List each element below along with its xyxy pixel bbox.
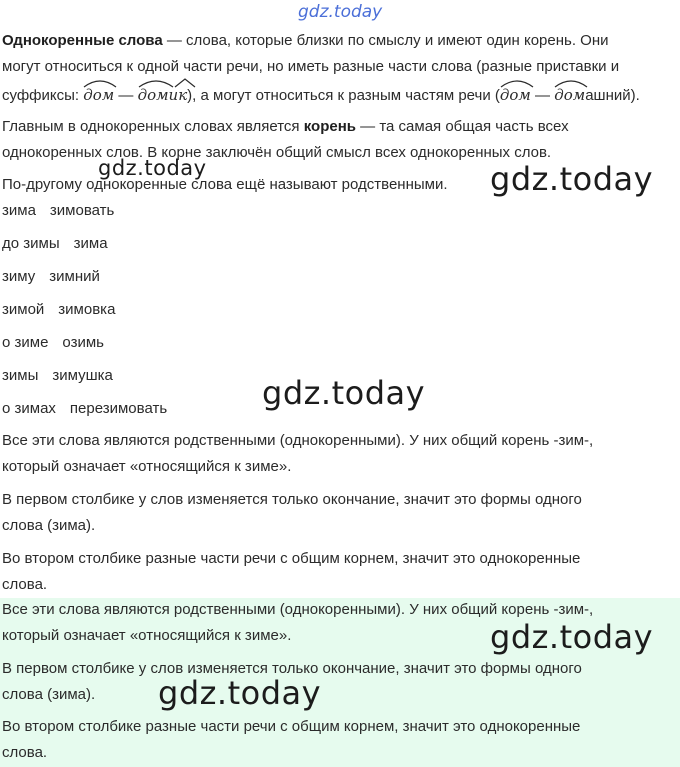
- answer-line: который означает «относящийся к зиме».: [2, 458, 292, 475]
- word-row: зиму зимний: [2, 268, 100, 285]
- watermark: gdz.today: [158, 674, 322, 712]
- answer-line: слова (зима).: [2, 517, 96, 534]
- root-paragraph-line-2: однокоренных слов. В корне заключён общий смысл всех однокоренных слов.: [2, 144, 552, 161]
- answer-line-highlighted: В первом столбике у слов изменяется только окончание, значит это формы одного: [2, 660, 582, 677]
- intro-line-1: Однокоренные слова — слова, которые близки по смыслу и имеют один корень. Они: [2, 32, 609, 49]
- related-words-paragraph: По-другому однокоренные слова ещё называют родственными.: [2, 176, 448, 193]
- root-paragraph-line-1: Главным в однокоренных словах является корень — та самая общая часть всех: [2, 118, 569, 135]
- watermark: gdz.today: [98, 156, 207, 180]
- word-row: до зимы зима: [2, 235, 108, 252]
- answer-line: Все эти слова являются родственными (однокоренными). У них общий корень -зим-,: [2, 432, 594, 449]
- answer-line-highlighted: который означает «относящийся к зиме».: [2, 627, 292, 644]
- term-heading: Однокоренные слова: [2, 32, 163, 49]
- example-word-dom: дом: [83, 86, 114, 104]
- answer-line-highlighted: слова (зима).: [2, 686, 96, 703]
- answer-line: Во втором столбике разные части речи с общим корнем, значит это однокоренные: [2, 550, 581, 567]
- example-word-domik: домик: [138, 86, 188, 104]
- root-term: корень: [303, 118, 356, 135]
- answer-line-highlighted: слова.: [2, 744, 48, 761]
- intro-line-3: суффиксы: дом — домик), а могут относиться к разным частям речи ( дом — домашний).: [2, 86, 640, 104]
- watermark-top: gdz.today: [298, 2, 383, 22]
- answer-line: слова.: [2, 576, 48, 593]
- watermark: gdz.today: [490, 160, 654, 198]
- answer-line-highlighted: Все эти слова являются родственными (однокоренными). У них общий корень -зим-,: [2, 601, 594, 618]
- root-arc-icon: [554, 78, 588, 88]
- answer-line-highlighted: Во втором столбике разные части речи с общим корнем, значит это однокоренные: [2, 718, 581, 735]
- example-word-domashniy: дом: [554, 86, 585, 104]
- root-arc-icon: [138, 78, 174, 88]
- watermark: gdz.today: [262, 374, 426, 412]
- word-row: зимы зимушка: [2, 367, 113, 384]
- root-arc-icon: [500, 78, 534, 88]
- example-word-dom-2: дом: [500, 86, 531, 104]
- suffix-caret-icon: [174, 78, 196, 88]
- intro-line-2: могут относиться к одной части речи, но иметь разные части слова (разные приставки и: [2, 58, 620, 75]
- root-arc-icon: [83, 78, 117, 88]
- word-row: зимой зимовка: [2, 301, 116, 318]
- answer-line: В первом столбике у слов изменяется только окончание, значит это формы одного: [2, 491, 582, 508]
- watermark: gdz.today: [490, 618, 654, 656]
- word-row: о зимах перезимовать: [2, 400, 168, 417]
- word-row: зима зимовать: [2, 202, 115, 219]
- word-row: о зиме озимь: [2, 334, 104, 351]
